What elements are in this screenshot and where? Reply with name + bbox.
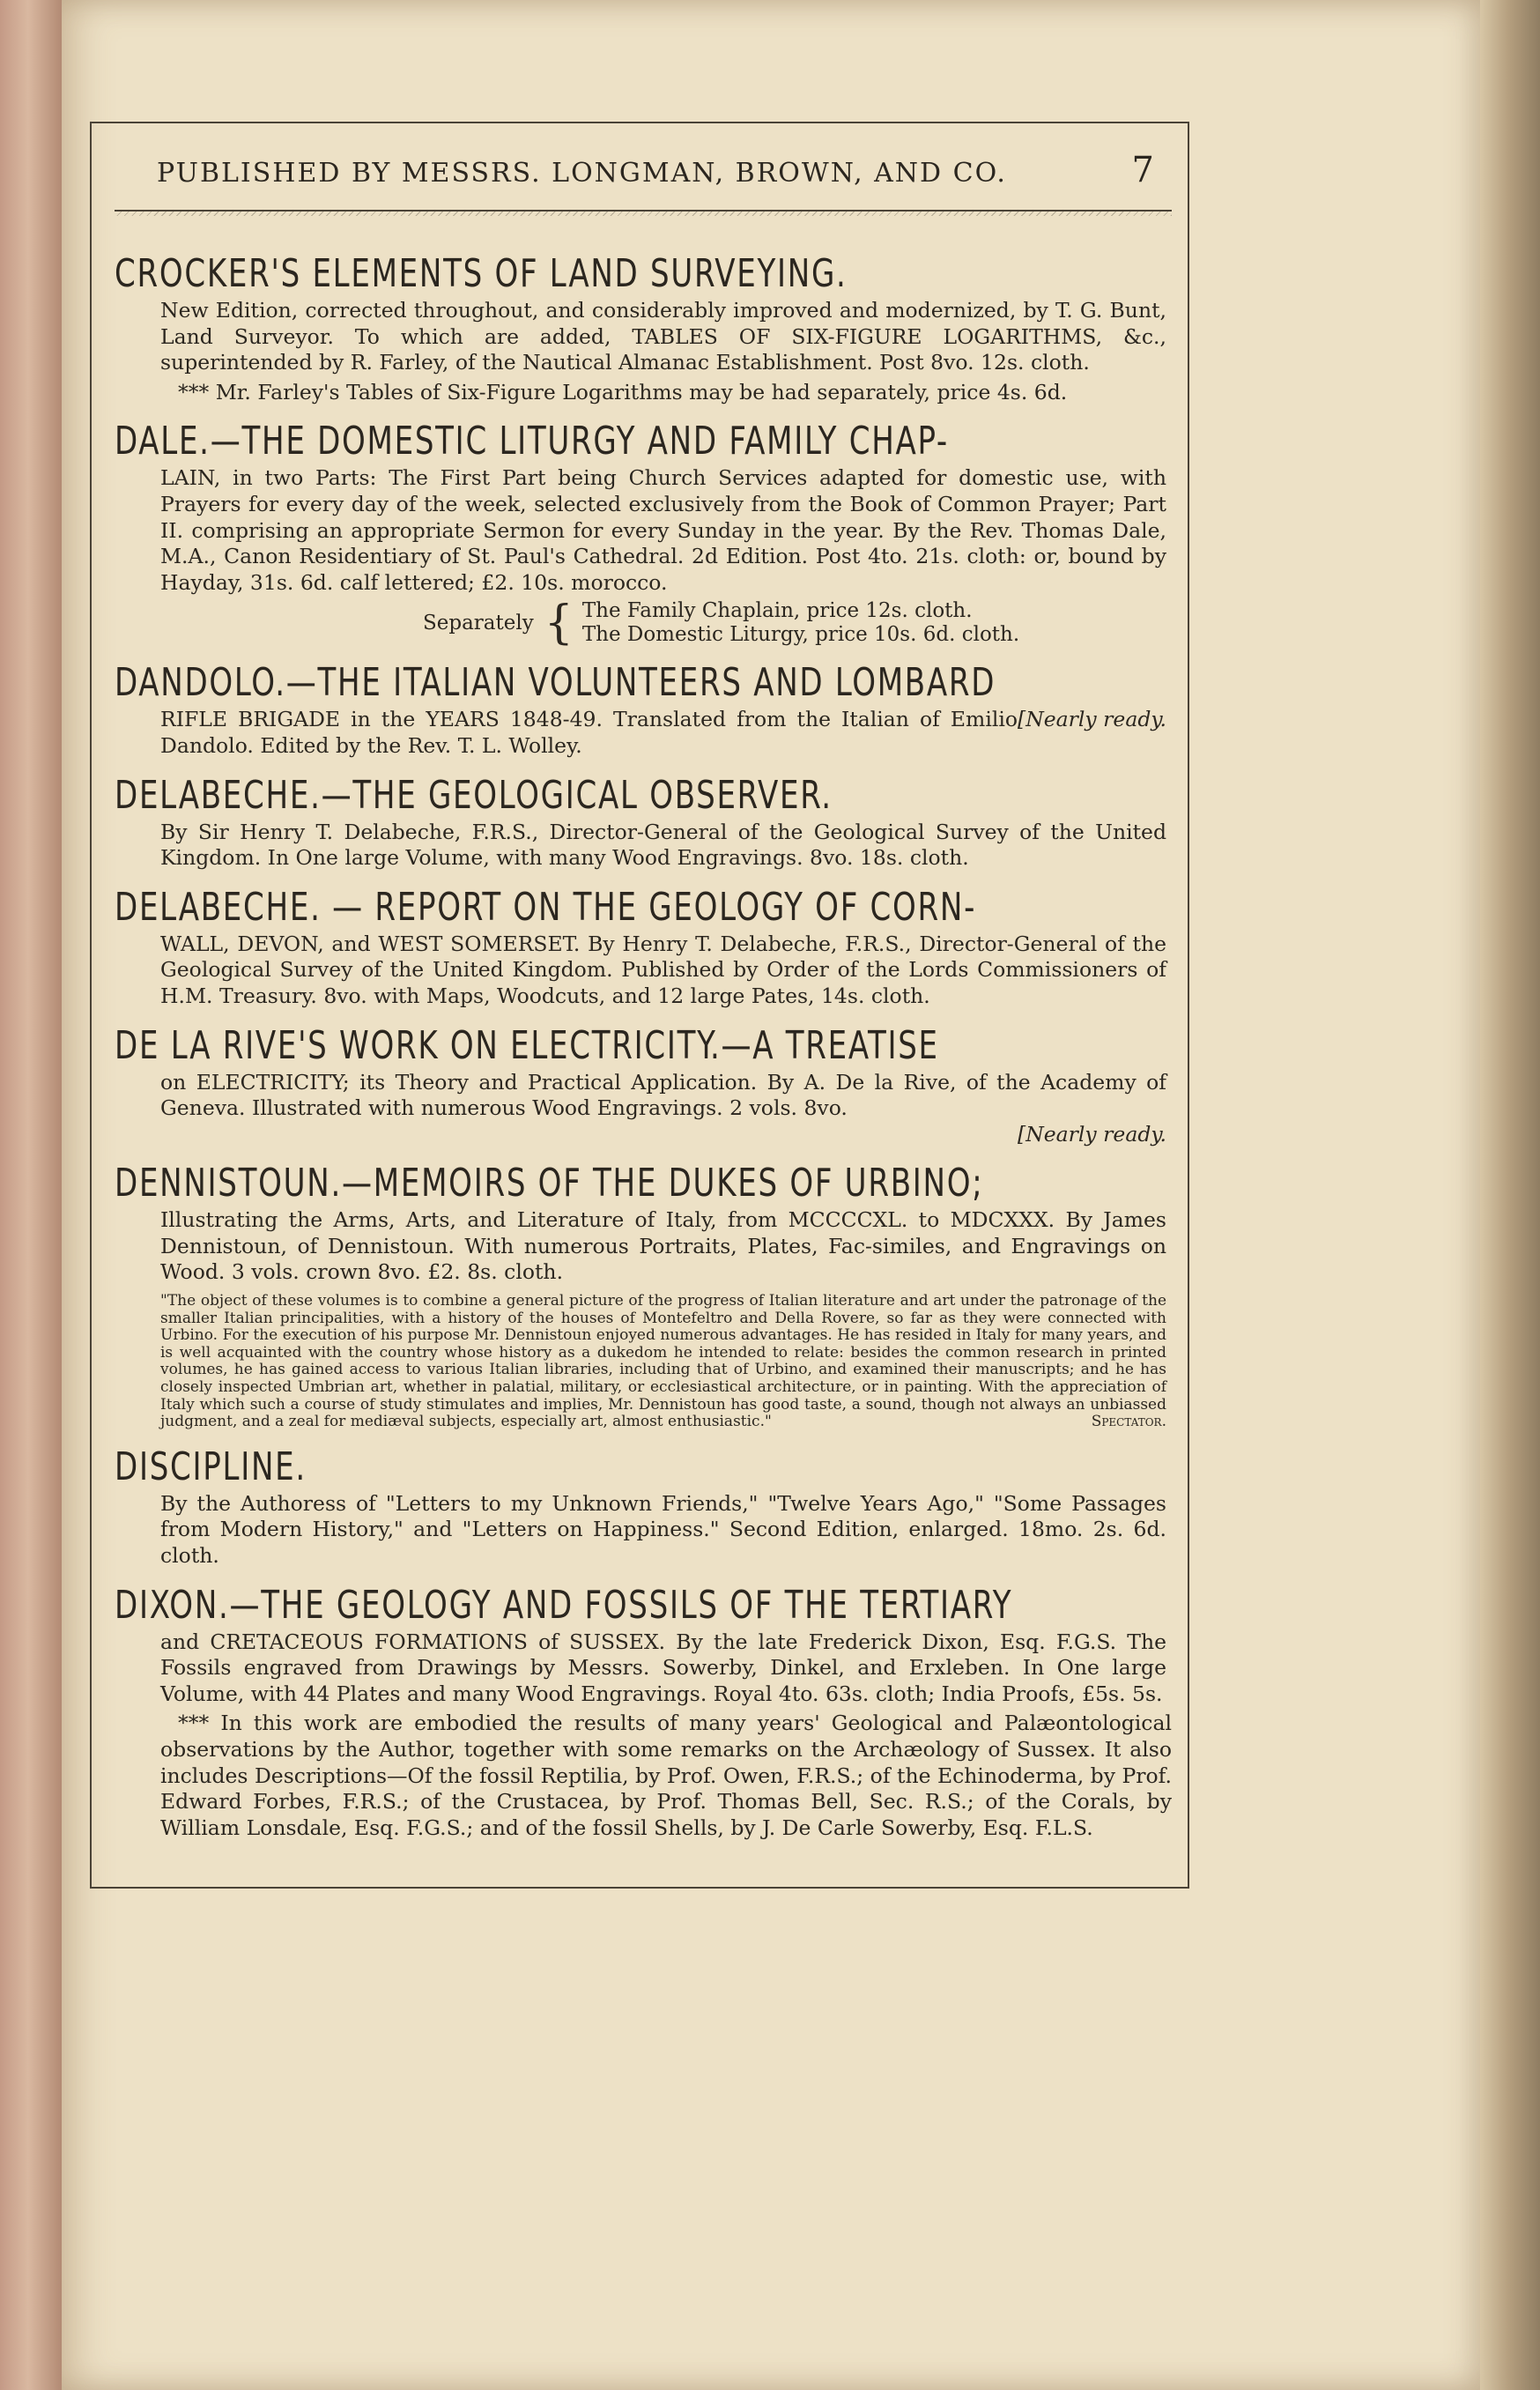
entry-heading: DELABECHE. — REPORT ON THE GEOLOGY OF CORN- bbox=[115, 884, 977, 930]
page-number: 7 bbox=[1131, 150, 1154, 190]
entry-heading: DENNISTOUN.—MEMOIRS OF THE DUKES OF URBINO; bbox=[115, 1161, 984, 1206]
entry-delabeche-observer bbox=[115, 772, 1172, 872]
publisher-line: PUBLISHED BY MESSRS. LONGMAN, BROWN, AND CO. bbox=[157, 158, 1007, 189]
brace-icon: { bbox=[544, 597, 574, 650]
review-source: Spectator. bbox=[1091, 1413, 1166, 1431]
entry-body: WALL, DEVON, and WEST SOMERSET. By Henry T. Delabeche, F.R.S., Director-General of the Geological Survey of the United Kingdom. Published by Order of the Lords Commissioners of H.M. Treasury. 8vo. with Maps, Woodcuts, and 12 large Pates, 14s. cloth. bbox=[160, 931, 1166, 1008]
status-note: [Nearly ready. bbox=[1018, 707, 1166, 732]
entry-dale bbox=[115, 418, 1172, 650]
entry-dennistoun bbox=[115, 1160, 1172, 1431]
entry-heading: DIXON.—THE GEOLOGY AND FOSSILS OF THE TERTIARY bbox=[115, 1582, 1013, 1628]
status-note: [Nearly ready. bbox=[1018, 1121, 1166, 1147]
entry-dandolo bbox=[115, 659, 1172, 759]
review-quote-text: "The object of these volumes is to combine a general picture of the progress of Italian literature and art under the patronage of the smaller Italian principalities, with a history of the houses of Montefeltro and Della Rovere, so far as they were connected with Urbino. For the execution of his purpose Mr. Dennistoun enjoyed numerous advantages. He has resided in Italy for many years, and is well acquainted with the country whose history as a dukedom he intended to relate: besides the common research in printed volumes, he has gained access to various Italian libraries, including that of Urbino, and examined their manuscripts; and he has closely inspected Umbrian art, whether in palatial, military, or ecclesiastical architecture, or in painting. With the appreciation of Italy which such a course of study stimulates and implies, Mr. Dennistoun has good taste, a sound, though not always an unbiassed judgment, and a zeal for mediæval subjects, especially art, almost enthusiastic." bbox=[160, 1292, 1166, 1431]
entry-heading: CROCKER'S ELEMENTS OF LAND SURVEYING. bbox=[115, 251, 848, 296]
entry-body: By the Authoress of "Letters to my Unknown Friends," "Twelve Years Ago," "Some Passages from Modern History," and "Letters on Happiness." Second Edition, enlarged. 18mo. 2s. 6d. cloth. bbox=[160, 1490, 1166, 1568]
entry-heading: DISCIPLINE. bbox=[115, 1444, 307, 1489]
entry-note: *** Mr. Farley's Tables of Six-Figure Logarithms may be had separately, price 4s. 6d. bbox=[178, 379, 1068, 405]
page-edge-right bbox=[1480, 0, 1540, 2390]
entry-heading: DE LA RIVE'S WORK ON ELECTRICITY.—A TREATISE bbox=[115, 1022, 939, 1068]
separately-block bbox=[423, 597, 1172, 650]
entry-heading: DELABECHE.—THE GEOLOGICAL OBSERVER. bbox=[115, 772, 833, 818]
header-rule bbox=[115, 210, 1172, 219]
entry-discipline bbox=[115, 1444, 1172, 1570]
book-edge bbox=[0, 0, 70, 2390]
entry-dixon bbox=[115, 1582, 1172, 1842]
entry-body bbox=[115, 707, 1172, 759]
running-head bbox=[115, 150, 1172, 203]
separately-item: The Family Chaplain, price 12s. cloth. bbox=[581, 599, 973, 623]
entry-body: New Edition, corrected throughout, and considerably improved and modernized, by T. G. Bunt, Land Surveyor. To which are added, TABLES OF SIX-FIGURE LOGARITHMS, &c., superintended by R. Farley, of the Nautical Almanac Establishment. Post 8vo. 12s. cloth. bbox=[160, 298, 1166, 375]
separately-item: The Domestic Liturgy, price 10s. 6d. cloth. bbox=[581, 623, 1020, 647]
page-content bbox=[115, 150, 1172, 1853]
entry-body-text: RIFLE BRIGADE in the YEARS 1848-49. Translated from the Italian of Emilio Dandolo. Edited by the Rev. T. L. Wolley. bbox=[160, 707, 1018, 758]
entry-body: Illustrating the Arms, Arts, and Literature of Italy, from MCCCCXL. to MDCXXX. By James Dennistoun, of Dennistoun. With numerous Portraits, Plates, Fac-similes, and Engravings on Wood. 3 vols. crown 8vo. £2. 8s. cloth. bbox=[160, 1207, 1166, 1285]
entry-body: and CRETACEOUS FORMATIONS of SUSSEX. By the late Frederick Dixon, Esq. F.G.S. The Fossils engraved from Drawings by Messrs. Sowerby, Dinkel, and Erxleben. In One large Volume, with 44 Plates and many Wood Engravings. Royal 4to. 63s. cloth; India Proofs, £5s. 5s. bbox=[160, 1629, 1166, 1706]
entry-crocker bbox=[115, 250, 1172, 405]
review-quote bbox=[115, 1293, 1172, 1431]
entry-de-la-rive bbox=[115, 1022, 1172, 1148]
entry-delabeche-report bbox=[115, 884, 1172, 1010]
entry-body: on ELECTRICITY; its Theory and Practical Application. By A. De la Rive, of the Academy of Geneva. Illustrated with numerous Wood Engravings. 2 vols. 8vo. bbox=[160, 1069, 1166, 1121]
entry-heading: DALE.—THE DOMESTIC LITURGY AND FAMILY CHAP- bbox=[115, 419, 949, 464]
entry-body: By Sir Henry T. Delabeche, F.R.S., Director-General of the Geological Survey of the United Kingdom. In One large Volume, with many Wood Engravings. 8vo. 18s. cloth. bbox=[160, 819, 1166, 871]
entry-heading: DANDOLO.—THE ITALIAN VOLUNTEERS AND LOMBARD bbox=[115, 660, 996, 706]
entry-note: *** In this work are embodied the results of many years' Geological and Palæontological observations by the Author, together with some remarks on the Archæology of Sussex. It also includes Descriptions—Of the fossil Reptilia, by Prof. Owen, F.R.S.; of the Echinoderma, by Prof. Edward Forbes, F.R.S.; of the Crustacea, by Prof. Thomas Bell, Sec. R.S.; of the Corals, by William Lonsdale, Esq. F.G.S.; and of the fossil Shells, by J. De Carle Sowerby, Esq. F.L.S. bbox=[160, 1711, 1172, 1840]
entry-body: LAIN, in two Parts: The First Part being Church Services adapted for domestic use, with Prayers for every day of the week, selected exclusively from the Book of Common Prayer; Part II. comprising an appropriate Sermon for every Sunday in the year. By the Rev. Thomas Dale, M.A., Canon Residentiary of St. Paul's Cathedral. 2d Edition. Post 4to. 21s. cloth: or, bound by Hayday, 31s. 6d. calf lettered; £2. 10s. morocco. bbox=[160, 465, 1166, 595]
separately-label: Separately bbox=[423, 611, 534, 635]
